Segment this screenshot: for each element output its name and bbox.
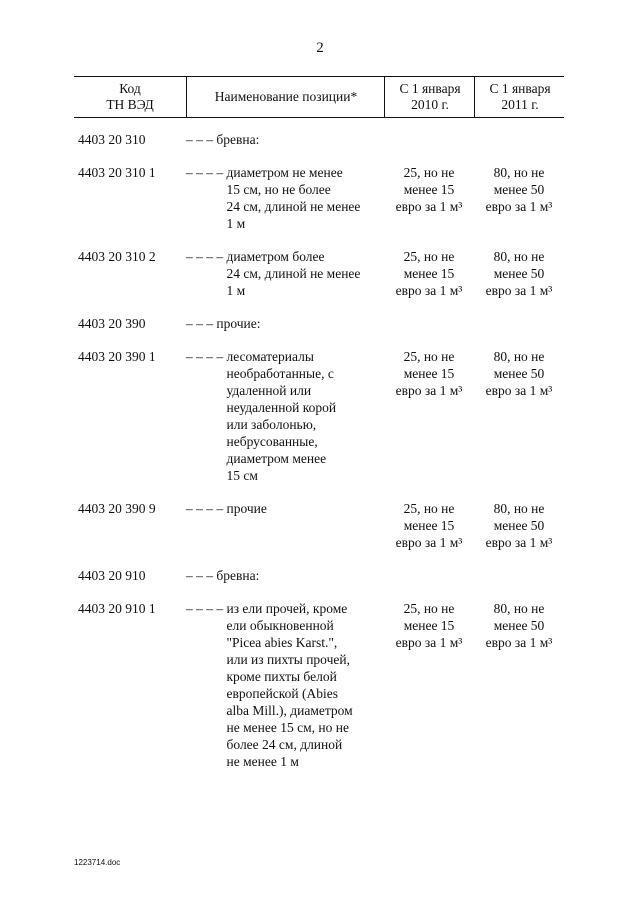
row-name: диаметром не менее 15 см, но не более 24 см, длиной не менее 1 м	[226, 165, 361, 231]
file-name-footer: 1223714.doc	[74, 858, 121, 867]
row-duty-2010	[384, 131, 474, 148]
table-row	[74, 567, 564, 584]
row-duty-2010	[384, 567, 474, 584]
page-number: 2	[316, 40, 324, 56]
table-row	[74, 248, 564, 299]
header-date-2011: С 1 января 2011 г.	[474, 77, 565, 117]
row-dashes: – – – –	[186, 349, 227, 364]
row-code: 4403 20 390 1	[78, 349, 156, 364]
table-row	[74, 500, 564, 551]
row-name: из ели прочей, кроме ели обыкновенной "Picea abies Karst.", или из пихты прочей, кроме пихты белой европейской (Abies alba Mill.), диаметром не менее 15 см, но не более 24 см, длиной не менее 1 м	[226, 601, 353, 769]
row-duty-2011	[474, 131, 564, 148]
row-duty-2010: 25, но не менее 15 евро за 1 м³	[395, 501, 463, 550]
row-duty-2011	[474, 567, 564, 584]
row-duty-2010: 25, но не менее 15 евро за 1 м³	[395, 601, 463, 650]
table-header	[74, 76, 564, 118]
row-name: бревна:	[216, 132, 260, 147]
table-row	[74, 348, 564, 484]
row-duty-2010: 25, но не менее 15 евро за 1 м³	[395, 249, 463, 298]
header-name: Наименование позиции*	[186, 77, 385, 117]
row-name: лесоматериалы необработанные, с удаленной или неудаленной корой или заболонью, небрусованные, диаметром менее 15 см	[226, 349, 337, 483]
table-row	[74, 600, 564, 770]
row-name: прочие:	[216, 316, 261, 331]
row-name-cell	[186, 131, 384, 148]
row-code: 4403 20 310 1	[78, 165, 156, 180]
row-duty-2010: 25, но не менее 15 евро за 1 м³	[395, 165, 463, 214]
row-name-cell	[186, 348, 384, 484]
row-dashes: – – –	[186, 316, 217, 331]
row-dashes: – – – –	[186, 165, 227, 180]
row-duty-2011: 80, но не менее 50 евро за 1 м³	[485, 349, 553, 398]
row-code: 4403 20 310 2	[78, 249, 156, 264]
table-row	[74, 164, 564, 232]
row-dashes: – – – –	[186, 249, 227, 264]
row-duty-2011: 80, но не менее 50 евро за 1 м³	[485, 501, 553, 550]
row-code: 4403 20 910 1	[78, 601, 156, 616]
row-name-cell	[186, 248, 384, 299]
row-duty-2011	[474, 315, 564, 332]
row-code: 4403 20 910	[78, 568, 146, 583]
row-dashes: – – –	[186, 568, 217, 583]
row-duty-2011: 80, но не менее 50 евро за 1 м³	[485, 601, 553, 650]
row-name: диаметром более 24 см, длиной не менее 1 м	[226, 249, 361, 298]
row-name-cell	[186, 500, 384, 551]
table-row	[74, 315, 564, 332]
row-code: 4403 20 310	[78, 132, 146, 147]
row-name-cell	[186, 567, 384, 584]
row-dashes: – – –	[186, 132, 217, 147]
header-code: Код ТН ВЭД	[106, 81, 154, 112]
row-name-cell	[186, 600, 384, 770]
header-date-2010: С 1 января 2010 г.	[384, 77, 475, 117]
row-name: бревна:	[216, 568, 260, 583]
row-dashes: – – – –	[186, 501, 227, 516]
row-code: 4403 20 390	[78, 316, 146, 331]
row-duty-2010: 25, но не менее 15 евро за 1 м³	[395, 349, 463, 398]
row-name-cell	[186, 164, 384, 232]
table-body	[74, 131, 564, 786]
row-code: 4403 20 390 9	[78, 501, 156, 516]
row-name-cell	[186, 315, 384, 332]
table-row	[74, 131, 564, 148]
row-dashes: – – – –	[186, 601, 227, 616]
row-duty-2011: 80, но не менее 50 евро за 1 м³	[485, 249, 553, 298]
row-duty-2011: 80, но не менее 50 евро за 1 м³	[485, 165, 553, 214]
row-name: прочие	[226, 501, 267, 516]
row-duty-2010	[384, 315, 474, 332]
